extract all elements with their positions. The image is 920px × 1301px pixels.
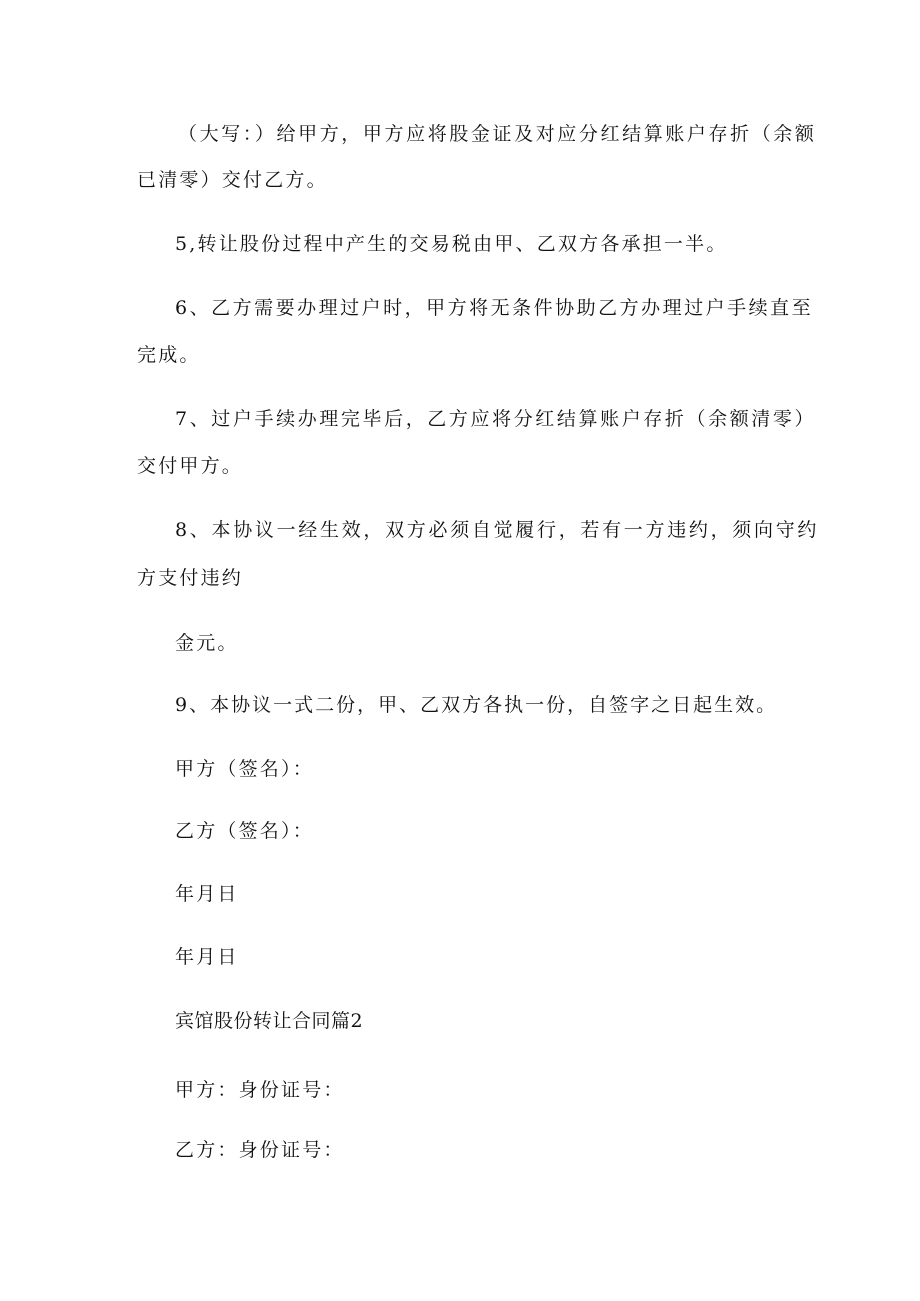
paragraph-line: 完成。 xyxy=(137,344,201,366)
date-line: 年月日 xyxy=(175,946,239,968)
clause-6: 6、乙方需要办理过户时，甲方将无条件协助乙方办理过户手续直至 xyxy=(175,297,814,319)
clause-8: 8、本协议一经生效，双方必须自觉履行，若有一方违约，须向守约 xyxy=(175,519,820,541)
date-line: 年月日 xyxy=(175,883,239,905)
section-title: 宾馆股份转让合同篇2 xyxy=(175,1010,364,1032)
clause-9: 9、本协议一式二份，甲、乙双方各执一份，自签字之日起生效。 xyxy=(175,694,778,716)
paragraph-line: 方支付违约 xyxy=(137,567,244,589)
party-b-signature-label: 乙方（签名）： xyxy=(175,820,314,842)
party-b-id-label: 乙方：身份证号： xyxy=(175,1139,345,1161)
paragraph-line: （大写：）给甲方，甲方应将股金证及对应分红结算账户存折（余额 xyxy=(178,123,817,145)
paragraph-line: 交付甲方。 xyxy=(137,455,244,477)
paragraph-line: 金元。 xyxy=(175,632,239,654)
clause-7: 7、过户手续办理完毕后，乙方应将分红结算账户存折（余额清零） xyxy=(175,408,817,430)
paragraph-line: 已清零）交付乙方。 xyxy=(137,169,328,191)
clause-5: 5,转让股份过程中产生的交易税由甲、乙双方各承担一半。 xyxy=(175,233,728,255)
party-a-signature-label: 甲方（签名）： xyxy=(175,758,314,780)
party-a-id-label: 甲方：身份证号： xyxy=(175,1079,345,1101)
